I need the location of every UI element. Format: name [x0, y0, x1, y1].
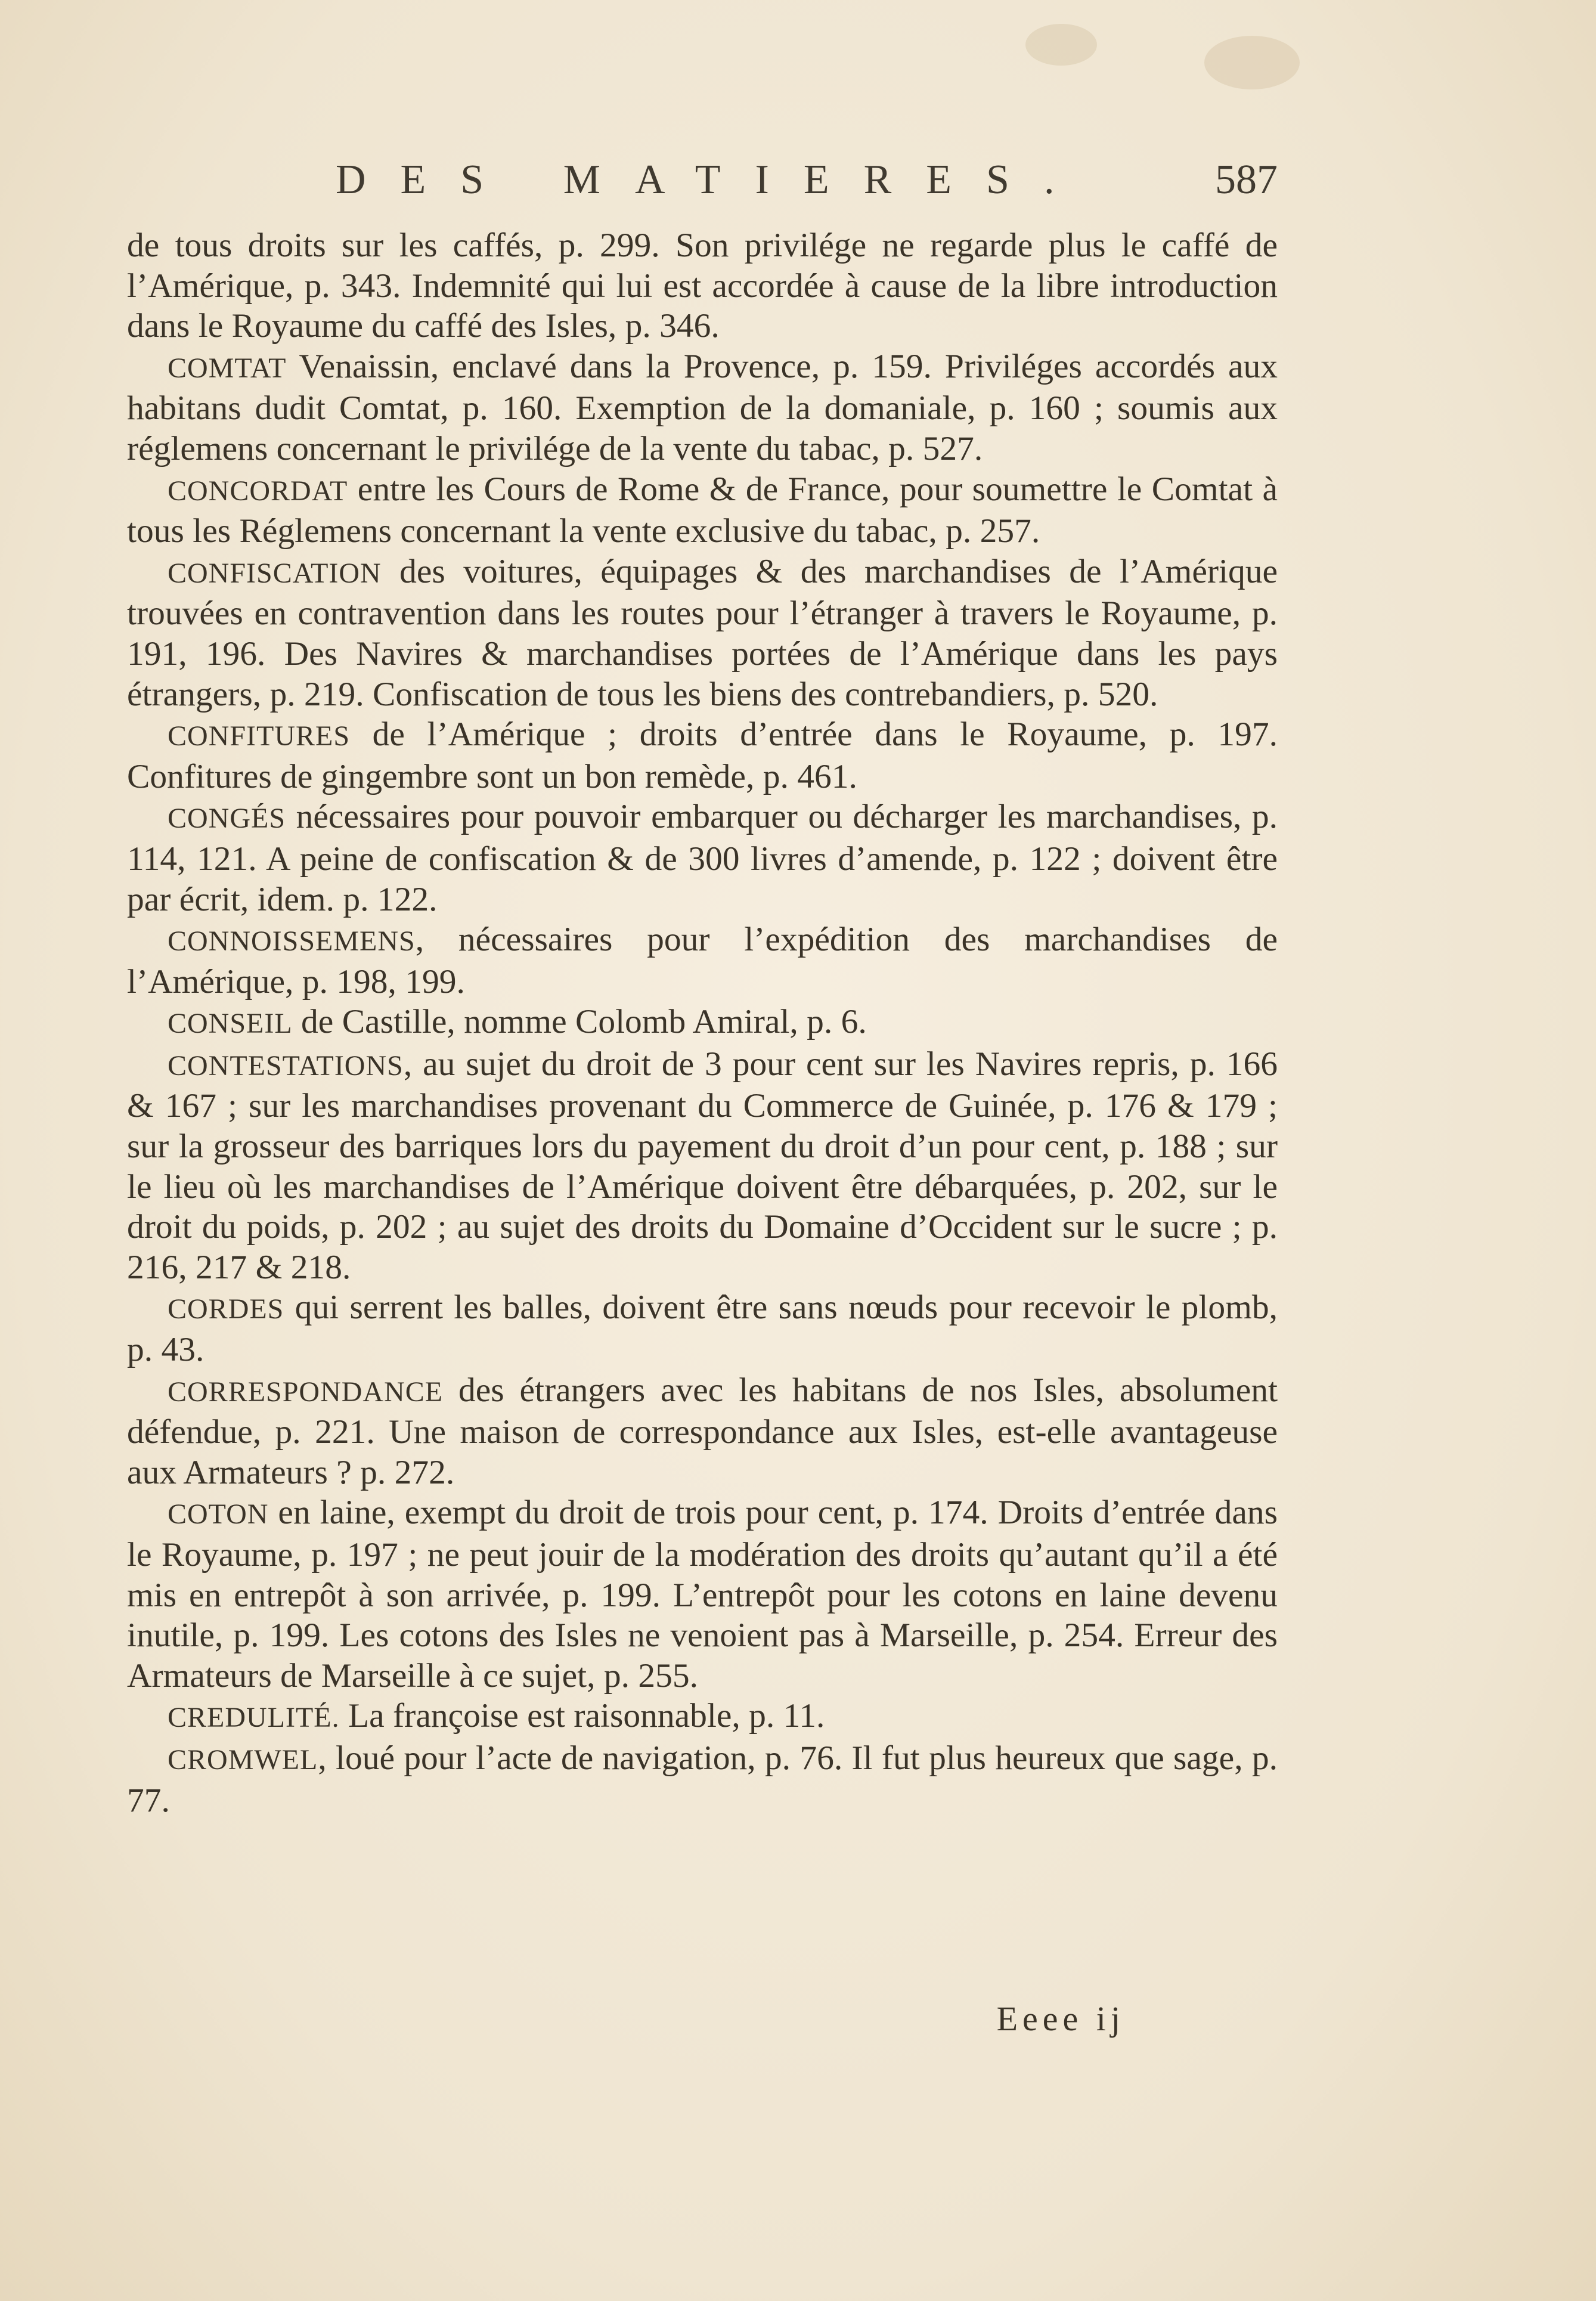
index-entry — [127, 1002, 1278, 1044]
index-entry — [127, 1738, 1278, 1820]
entry-keyword: CREDULITÉ. — [168, 1702, 340, 1734]
entry-text: de Castille, nomme Colomb Amiral, p. 6. — [292, 1003, 867, 1041]
entry-text: qui serrent les balles, doivent être sans nœuds pour recevoir le plomb, p. 43. — [127, 1289, 1278, 1369]
entry-keyword: CONGÉS — [168, 803, 286, 835]
entry-keyword: COMTAT — [168, 352, 287, 384]
index-entry — [127, 919, 1278, 1002]
index-entry — [127, 346, 1278, 469]
entry-text: des étrangers avec les habitans de nos Isles, absolument défendue, p. 221. Une maison de correspondance aux Isles, est-elle avantageuse aux Armateurs ? p. 272. — [127, 1371, 1278, 1491]
running-header — [127, 156, 1278, 210]
entry-text: Venaissin, enclavé dans la Provence, p. 159. Priviléges accordés aux habitans dudit Comtat, p. 160. Exemption de la domaniale, p. 160 ; soumis aux réglemens concernant le privilége de la vente du tabac, p. 527. — [127, 347, 1278, 467]
entry-text: , loué pour l’acte de navigation, p. 76. Il fut plus heureux que sage, p. 77. — [127, 1739, 1278, 1819]
index-entry — [127, 1044, 1278, 1288]
index-entry — [127, 1287, 1278, 1370]
index-body — [127, 225, 1278, 1820]
entry-text: de tous droits sur les caffés, p. 299. Son privilége ne regarde plus le caffé de l’Amérique, p. 343. Indemnité qui lui est accordée à cause de la libre introduction dans le Royaume du caffé des Isles, p. 346. — [127, 227, 1278, 345]
index-entry — [127, 225, 1278, 346]
index-entry — [127, 797, 1278, 919]
paper-stain — [1025, 24, 1097, 66]
paper-stain — [1204, 36, 1300, 89]
header-title: DES MATIERES. — [336, 157, 1089, 203]
index-entry — [127, 1492, 1278, 1696]
entry-text: en laine, exempt du droit de trois pour cent, p. 174. Droits d’entrée dans le Royaume, p. 197 ; ne peut jouir de la modération des droits qu’autant qu’il a été mis en entrepôt à son arrivée, p. 199. L’entrepôt pour les cotons en laine devenu inutile, p. 199. Les cotons des Isles ne venoient pas à Marseille, p. 254. Erreur des Armateurs de Marseille à ce sujet, p. 255. — [127, 1494, 1278, 1695]
entry-keyword: CONFISCATION — [168, 557, 382, 589]
index-entry — [127, 469, 1278, 552]
entry-text: de l’Amérique ; droits d’entrée dans le Royaume, p. 197. Confitures de gingembre sont un bon remède, p. 461. — [127, 716, 1278, 795]
entry-keyword: CONSEIL — [168, 1008, 293, 1040]
entry-keyword: CONCORDAT — [168, 475, 348, 507]
entry-keyword: CONFITURES — [168, 720, 351, 752]
index-entry — [127, 714, 1278, 797]
page-number: 587 — [1215, 157, 1278, 203]
entry-keyword: COTON — [168, 1498, 269, 1531]
signature-mark: Eeee ij — [996, 1999, 1125, 2038]
entry-keyword: CORRESPONDANCE — [168, 1376, 444, 1408]
entry-keyword: CONTESTATIONS — [168, 1049, 404, 1082]
entry-keyword: CORDES — [168, 1293, 284, 1326]
entry-text: , au sujet du droit de 3 pour cent sur les Navires repris, p. 166 & 167 ; sur les marchandises provenant du Commerce de Guinée, p. 176 & 179 ; sur la grosseur des barriques lors du payement du droit d’un pour cent, p. 188 ; sur le lieu où les marchandises de l’Amérique doivent être débarquées, p. 202, sur le droit du poids, p. 202 ; au sujet des droits du Domaine d’Occident sur le sucre ; p. 216, 217 & 218. — [127, 1045, 1278, 1286]
entry-text: La françoise est raisonnable, p. 11. — [339, 1697, 825, 1735]
entry-keyword: CONNOISSEMENS — [168, 925, 416, 958]
index-entry — [127, 1696, 1278, 1738]
entry-text: entre les Cours de Rome & de France, pour soumettre le Comtat à tous les Réglemens concernant la vente exclusive du tabac, p. 257. — [127, 470, 1278, 550]
index-entry — [127, 1370, 1278, 1493]
entry-text: nécessaires pour pouvoir embarquer ou décharger les marchandises, p. 114, 121. A peine de confiscation & de 300 livres d’amende, p. 122 ; doivent être par écrit, idem. p. 122. — [127, 798, 1278, 918]
entry-text: , nécessaires pour l’expédition des marchandises de l’Amérique, p. 198, 199. — [127, 921, 1278, 1001]
entry-text: des voitures, équipages & des marchandises de l’Amérique trouvées en contravention dans les routes pour l’étranger à travers le Royaume, p. 191, 196. Des Navires & marchandises portées de l’Amérique dans les pays étrangers, p. 219. Confiscation de tous les biens des contrebandiers, p. 520. — [127, 552, 1278, 713]
index-entry — [127, 552, 1278, 714]
entry-keyword: CROMWEL — [168, 1743, 318, 1776]
